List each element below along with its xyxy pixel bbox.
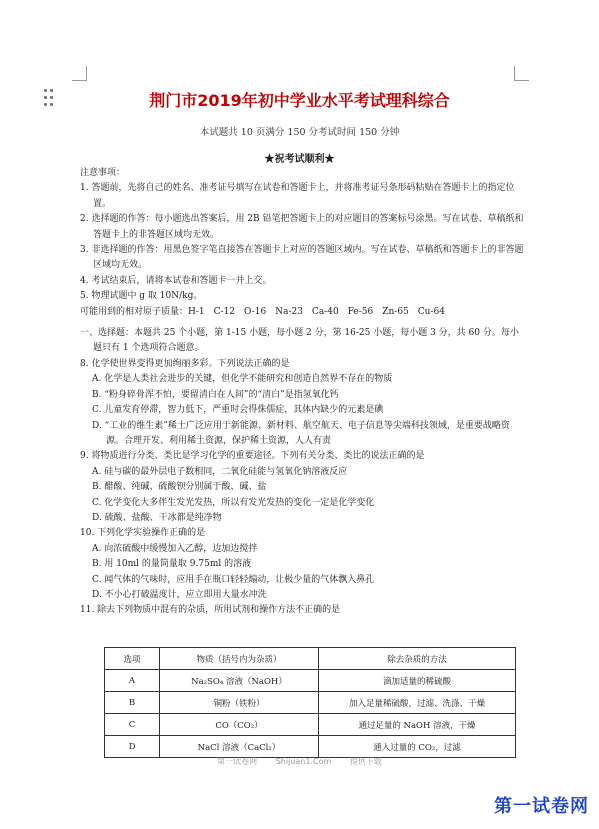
exam-body <box>80 166 525 619</box>
atomic-masses: 可能用到的相对原子质量：H-1 C-12 O-16 Na-23 Ca-40 Fe-56 Zn-65 Cu-64 <box>80 306 445 317</box>
question-9-option-d: D. 硫酸、盐酸、干冰都是纯净物 <box>92 512 222 523</box>
note-item: 3. 非选择题的作答：用黑色签字笔直接答在答题卡上对应的答题区域内。写在试卷、草稿纸和答题卡上的非答题区域均无效。 <box>80 245 524 271</box>
question-10-option-a: A. 向浓硫酸中缓慢加入乙醇，边加边搅拌 <box>92 543 258 554</box>
good-luck-line: ★祝考试顺利★ <box>264 154 335 165</box>
question-11-stem: 11. 除去下列物质中混有的杂质，所用试剂和操作方法不正确的是 <box>80 605 341 616</box>
table-header-cell: 除去杂质的方法 <box>319 648 516 670</box>
table-cell: A <box>105 670 160 692</box>
page-corner-mark-left <box>72 66 87 81</box>
question-10-option-b: B. 用 10ml 的量筒量取 9.75ml 的溶液 <box>92 559 252 570</box>
table-cell: 通入过量的 CO₂，过滤 <box>319 736 516 758</box>
table-header-row <box>105 648 516 670</box>
notes-heading: 注意事项： <box>80 168 126 178</box>
question-8-option-c: C. 儿童发育停滞，智力低下，严重时会得侏儒症，其体内缺少的元素是碘 <box>92 405 384 416</box>
question-8-option-a: A. 化学是人类社会进步的关键，但化学不能研究和创造自然界不存在的物质 <box>92 374 393 385</box>
question-8-option-b: B. “粉身碎骨浑不怕，要留清白在人间”的“清白”是指氢氧化钙 <box>92 389 339 400</box>
footer-site-url[interactable]: Shijuan1.Com <box>275 757 332 766</box>
footer-download-text: 提供下载 <box>349 757 382 766</box>
page-corner-mark-right <box>514 66 529 81</box>
exam-info: 本试题共 10 页满分 150 分考试时间 150 分钟 <box>199 127 400 138</box>
table-cell: B <box>105 692 160 714</box>
question-10-stem: 10. 下列化学实验操作正确的是 <box>80 528 206 539</box>
table-header-cell: 选项 <box>105 648 160 670</box>
footer-site-name: 第一试卷网 <box>217 757 258 766</box>
page-footer <box>0 756 599 767</box>
table-cell: C <box>105 714 160 736</box>
question-8-option-d: D. “工业的维生素”稀土广泛应用于新能源、新材料、航空航天、电子信息等尖端科技领域，是重要战略资源。合理开发、利用稀土资源，保护稀土资源，人人有责 <box>92 420 510 446</box>
impurity-table <box>104 647 516 758</box>
table-cell: 滴加适量的稀硫酸 <box>319 670 516 692</box>
table-row <box>105 692 516 714</box>
table-cell: 加入足量稀硫酸，过滤、洗涤、干燥 <box>319 692 516 714</box>
note-item: 4. 考试结束后，请将本试卷和答题卡一并上交。 <box>80 275 272 286</box>
table-cell: Na₂SO₄ 溶液（NaOH） <box>160 670 319 692</box>
question-10-option-d: D. 不小心打破温度计，应立即用大量水冲洗 <box>92 589 267 600</box>
table-cell: NaCl 溶液（CaCl₂） <box>160 736 319 758</box>
note-item: 2. 选择题的作答：每小题选出答案后，用 2B 铅笔把答题卡上的对应题目的答案标号涂黑。写在试卷、草稿纸和答题卡上的非答题区域均无效。 <box>80 214 524 240</box>
question-10-option-c: C. 闻气体的气味时，应用手在瓶口轻轻煽动，让极少量的气体飘入鼻孔 <box>92 574 375 585</box>
table-cell: D <box>105 736 160 758</box>
section-heading: 一、选择题：本题共 25 个小题，第 1-15 小题，每小题 2 分，第 16-25 小题，每小题 3 分，共 60 分。每小题只有 1 个选项符合题意。 <box>80 328 519 354</box>
table-row <box>105 736 516 758</box>
exam-title: 荆门市2019年初中学业水平考试理科综合 <box>149 91 450 110</box>
question-9-option-c: C. 化学变化大多伴生发光发热，所以有发光发热的变化一定是化学变化 <box>92 497 375 508</box>
table-cell: 通过足量的 NaOH 溶液，干燥 <box>319 714 516 736</box>
note-item: 5. 物理试题中 g 取 10N/kg。 <box>80 291 203 302</box>
table-cell: CO（CO₂） <box>160 714 319 736</box>
question-8-stem: 8. 化学使世界变得更加绚丽多彩。下列说法正确的是 <box>80 358 290 369</box>
table-cell: 铜粉（铁粉） <box>160 692 319 714</box>
question-9-stem: 9. 将物质进行分类、类比是学习化学的重要途径。下列有关分类、类比的说法正确的是 <box>80 451 425 462</box>
question-9-option-a: A. 硅与碳的最外层电子数相同，二氧化硅能与氢氧化钠溶液反应 <box>92 466 348 477</box>
table-row <box>105 714 516 736</box>
question-9-option-b: B. 醋酸、纯碱、硫酸钡分别属于酸、碱、盐 <box>92 482 267 493</box>
table-row <box>105 670 516 692</box>
note-item: 1. 答题前，先将自己的姓名、准考证号填写在试卷和答题卡上，并将准考证号条形码粘贴在答题卡上的指定位置。 <box>80 183 515 209</box>
site-watermark: 第一试卷网 <box>494 796 589 817</box>
table-header-cell: 物质（括号内为杂质） <box>160 648 319 670</box>
